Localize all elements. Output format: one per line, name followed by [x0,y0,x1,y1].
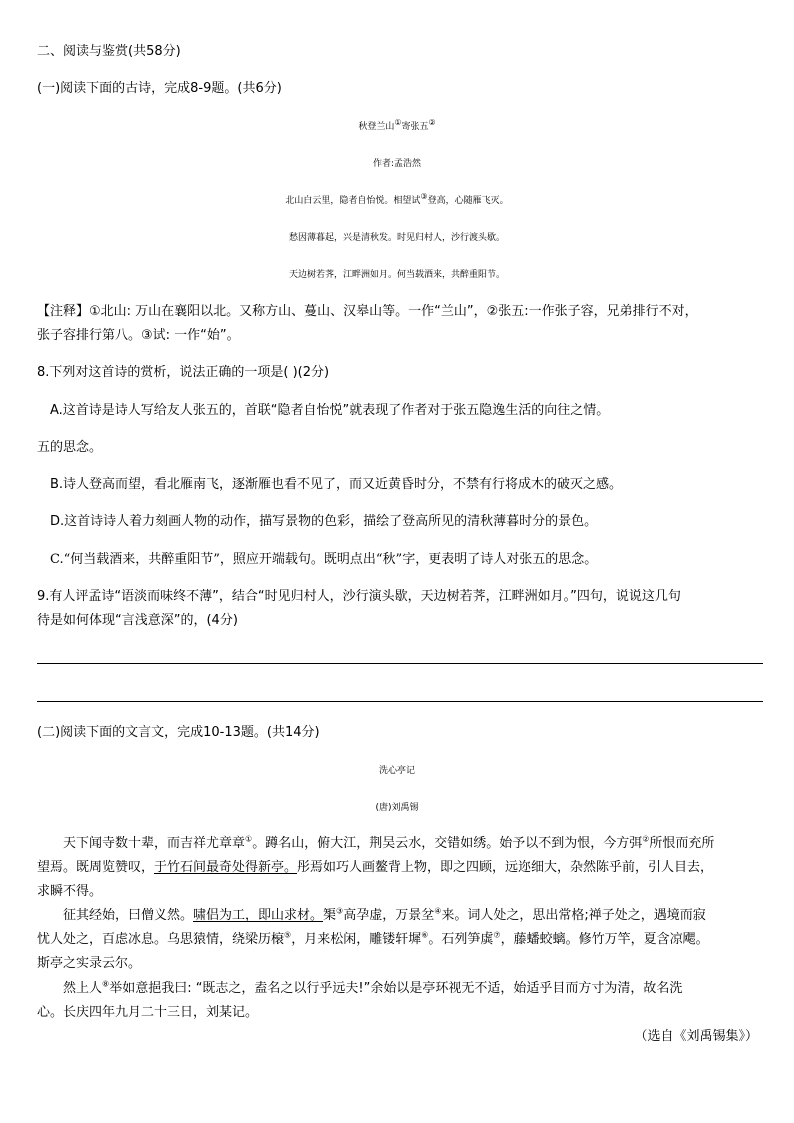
essay-text: 。石列笋虡 [428,932,494,947]
part2-instruction: (二)阅读下面的文言文，完成10-13题。(共14分) [37,725,320,740]
essay-text: 所恨而充所 [649,836,715,851]
essay-text: 忧人处之，百虑冰息。乌思猿情，绕梁历榱 [37,932,285,947]
essay-line [37,931,709,949]
poem-line [0,192,794,210]
footnote-marker: ① [245,834,253,844]
essay-source: （选自《刘禹锡集》） [634,1029,758,1044]
footnote-marker: ③ [420,192,428,201]
essay-line: 求瞬不得。 [37,884,103,899]
option-d: D.这首诗诗人着力刻画人物的动作，描写景物的色彩，描绘了登高所见的清秋薄暮时分的景色。 [50,514,598,529]
answer-line[interactable] [37,663,763,664]
essay-text: 高孕虚，万景坌 [343,908,435,923]
footnote-marker: ③ [336,906,344,916]
essay-line [63,835,714,853]
footnote-marker: ⑤ [284,930,292,940]
underlined-sentence: 啸侣为工，即山求材。 [193,908,324,923]
footnote-marker: ④ [434,906,442,916]
essay-text: 征其经始，曰僧义然。 [63,908,194,923]
essay-text: 。蹲名山，俯大江，荆吴云水，交错如绣。始予以不到为恨，今方弭 [252,836,643,851]
poem-title-text: 寄张五 [401,122,429,132]
option-b: B.诗人登高而望，看北雁南飞，逐渐雁也看不见了，而又近黄昏时分，不禁有行将成木的破灭之感。 [50,477,623,492]
poem-line-text: 北山白云里，隐者自怡悦。相望试 [285,196,421,206]
essay-text: ，藤蟠蛟螭。修竹万竿，夏含凉飔。 [500,932,709,947]
poem-line-text: 登高，心随雁飞灭。 [427,196,509,206]
question-8-stem: 8.下列对这首诗的赏析，说法正确的一项是( )(2分) [37,365,330,380]
option-a: A.这首诗是诗人写给友人张五的，首联“隐者自怡悦”就表现了作者对于张五隐逸生活的向往之情。 [50,403,610,418]
poem-line: 愁因薄暮起，兴是清秋发。时见归村人，沙行渡头歇。 [288,233,505,243]
essay-text: 然上人 [63,981,103,996]
section-heading: 二、阅读与鉴赏(共58分) [37,44,181,59]
footnote-marker: ⑧ [102,979,110,989]
poem-title-text: 秋登兰山 [358,122,395,132]
essay-text: 来。词人处之，思出常格;禅子处之，遇境而寂 [441,908,706,923]
essay-text: 榘 [323,908,337,923]
footnote-marker: ⑥ [421,930,429,940]
essay-line: 心。长庆四年九月二十三日，刘某记。 [37,1005,259,1020]
essay-line [63,980,682,998]
essay-line: 斯亭之实录云尔。 [37,956,142,971]
essay-title: 洗心亭记 [378,766,415,776]
essay-text: 彤焉如巧人画鳌背上物，即之四顾，远迩细大，杂然陈乎前，引人目去， [297,860,714,875]
essay-author: (唐)刘禹锡 [375,803,419,813]
question-9-line: 9.有人评孟诗“语淡而味终不薄”，结合“时见归村人，沙行演头歇，天边树若荠，江畔洲如月。”四句，说说这几句 [37,589,681,604]
poem-line: 天边树若荠，江畔洲如月。何当载酒来，共醉重阳节。 [288,270,505,280]
footnote-marker: ⑦ [493,930,501,940]
poem-author: 作者:孟浩然 [372,159,422,169]
part1-instruction: (一)阅读下面的古诗，完成8-9题。(共6分) [37,81,282,96]
answer-line[interactable] [37,701,763,702]
essay-text: 望焉。既周览赞叹， [37,860,155,875]
footnote-marker: ② [428,118,436,127]
underlined-sentence: 于竹石间最奇处得新亭。 [154,860,298,875]
footnote-marker: ① [394,118,402,127]
essay-text: ，月来松闲，雕镂轩墀 [291,932,422,947]
notes-line: 【注释】①北山: 万山在襄阳以北。又称方山、蔓山、汉皋山等。一作“兰山”，②张五:一作张子容，兄弟排行不对， [37,304,698,319]
option-c: C.“何当载酒来，共醉重阳节”，照应开端载句。既明点出“秋”字，更表明了诗人对张五的思念。 [50,552,598,567]
essay-text: 天下闻寺数十辈，而吉祥尤章章 [63,836,246,851]
notes-line: 张子容排行第八。③试: 一作“始”。 [37,328,240,343]
essay-text: 举如意挹我曰: “既志之，盍名之以行乎远夫!”余始以是亭环视无不适，始适乎目而方寸为清，故名洗 [109,981,683,996]
essay-line [63,907,706,925]
footnote-marker: ② [642,834,650,844]
poem-title [0,118,794,136]
question-9-line: 待是如何体现“言浅意深”的，(4分) [37,613,238,628]
essay-line [37,859,713,877]
text-fragment: 五的思念。 [37,440,103,455]
